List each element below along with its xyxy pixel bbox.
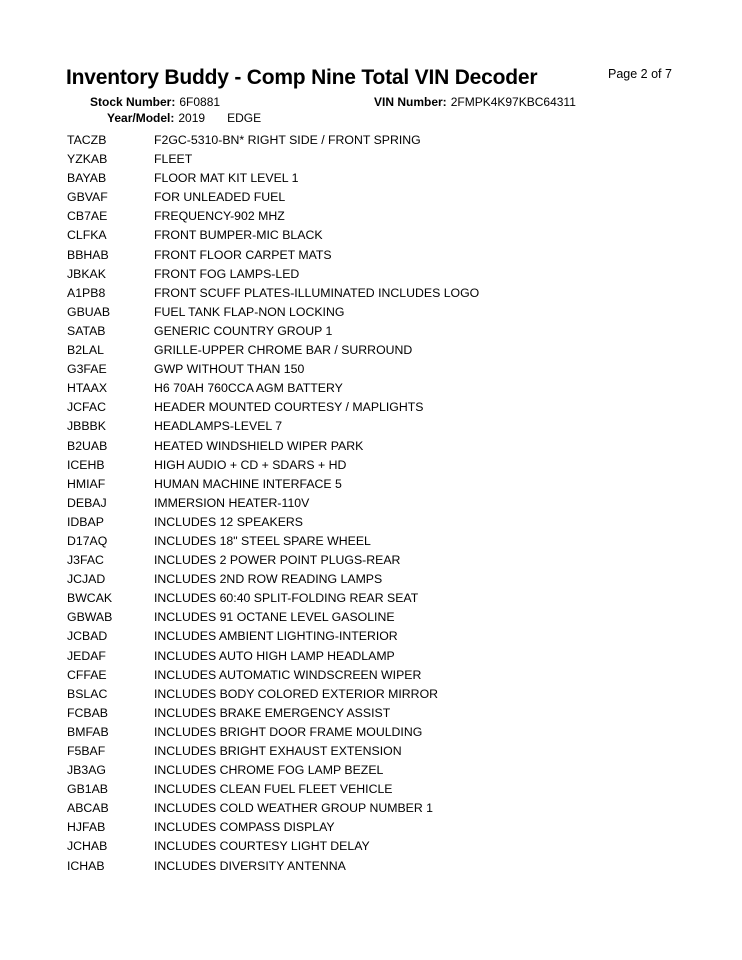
year-model <box>107 111 261 125</box>
option-code: JBKAK <box>67 266 106 281</box>
list-item <box>67 799 707 818</box>
option-code: GBWAB <box>67 610 113 625</box>
option-code: BAYAB <box>67 171 107 186</box>
list-item <box>67 647 707 666</box>
option-code: DEBAJ <box>67 495 107 510</box>
option-code: B2LAL <box>67 343 104 358</box>
option-description: INCLUDES 12 SPEAKERS <box>154 514 303 529</box>
list-item <box>67 627 707 646</box>
option-description: INCLUDES 91 OCTANE LEVEL GASOLINE <box>154 610 395 625</box>
option-description: INCLUDES AUTOMATIC WINDSCREEN WIPER <box>154 667 422 682</box>
page-title: Inventory Buddy - Comp Nine Total VIN Decoder <box>66 66 538 89</box>
option-description: FRONT BUMPER-MIC BLACK <box>154 228 323 243</box>
option-description: INCLUDES COMPASS DISPLAY <box>154 820 335 835</box>
option-description: FLEET <box>154 152 193 167</box>
option-description: INCLUDES BODY COLORED EXTERIOR MIRROR <box>154 686 439 701</box>
option-code: CB7AE <box>67 209 108 224</box>
list-item <box>67 723 707 742</box>
option-description: GWP WITHOUT THAN 150 <box>154 362 305 377</box>
option-description: GRILLE-UPPER CHROME BAR / SURROUND <box>154 343 413 358</box>
stock-number-value: 6F0881 <box>179 95 221 109</box>
model-value: EDGE <box>227 111 262 125</box>
page-number: Page 2 of 7 <box>608 67 672 81</box>
option-description: HIGH AUDIO + CD + SDARS + HD <box>154 457 347 472</box>
option-code: BMFAB <box>67 724 109 739</box>
option-code: SATAB <box>67 323 106 338</box>
list-item <box>67 589 707 608</box>
year-model-label: Year/Model: <box>107 111 175 125</box>
list-item <box>67 265 707 284</box>
option-description: IMMERSION HEATER-110V <box>154 495 310 510</box>
option-code: JEDAF <box>67 648 106 663</box>
option-description: FREQUENCY-902 MHZ <box>154 209 285 224</box>
option-code: BSLAC <box>67 686 108 701</box>
option-code: JB3AG <box>67 763 106 778</box>
option-description: INCLUDES CLEAN FUEL FLEET VEHICLE <box>154 782 393 797</box>
option-code: HMIAF <box>67 476 106 491</box>
list-item <box>67 742 707 761</box>
option-description: HEATED WINDSHIELD WIPER PARK <box>154 438 364 453</box>
option-code: BBHAB <box>67 247 109 262</box>
option-description: GENERIC COUNTRY GROUP 1 <box>154 323 333 338</box>
option-description: FRONT FOG LAMPS-LED <box>154 266 300 281</box>
list-item <box>67 780 707 799</box>
option-code: IDBAP <box>67 514 104 529</box>
list-item <box>67 322 707 341</box>
list-item <box>67 857 707 876</box>
option-code: CFFAE <box>67 667 107 682</box>
list-item <box>67 188 707 207</box>
option-code: JCFAC <box>67 400 106 415</box>
list-item <box>67 360 707 379</box>
list-item <box>67 341 707 360</box>
list-item <box>67 169 707 188</box>
list-item <box>67 475 707 494</box>
list-item <box>67 246 707 265</box>
list-item <box>67 494 707 513</box>
option-code: JBBBK <box>67 419 106 434</box>
list-item <box>67 551 707 570</box>
option-code: GB1AB <box>67 782 109 797</box>
option-code: F5BAF <box>67 744 106 758</box>
option-code: BWCAK <box>67 591 113 606</box>
option-description: INCLUDES CHROME FOG LAMP BEZEL <box>154 763 384 778</box>
vin-number-value: 2FMPK4K97KBC64311 <box>450 95 576 109</box>
option-code-list <box>67 131 707 876</box>
stock-number <box>90 95 220 109</box>
list-item <box>67 398 707 417</box>
option-description: INCLUDES 60:40 SPLIT-FOLDING REAR SEAT <box>154 591 419 606</box>
option-description: HUMAN MACHINE INTERFACE 5 <box>154 476 342 491</box>
option-description: H6 70AH 760CCA AGM BATTERY <box>154 381 343 396</box>
list-item <box>67 456 707 475</box>
option-description: HEADER MOUNTED COURTESY / MAPLIGHTS <box>154 400 424 415</box>
list-item <box>67 417 707 436</box>
option-description: INCLUDES 2 POWER POINT PLUGS-REAR <box>154 553 401 568</box>
option-description: INCLUDES 18" STEEL SPARE WHEEL <box>154 533 371 548</box>
option-description: INCLUDES AUTO HIGH LAMP HEADLAMP <box>154 648 395 663</box>
list-item <box>67 608 707 627</box>
option-code: HTAAX <box>67 381 108 396</box>
list-item <box>67 532 707 551</box>
option-code: GBUAB <box>67 304 111 319</box>
option-description: INCLUDES AMBIENT LIGHTING-INTERIOR <box>154 629 398 644</box>
option-description: INCLUDES BRAKE EMERGENCY ASSIST <box>154 705 391 720</box>
option-description: HEADLAMPS-LEVEL 7 <box>154 419 283 434</box>
list-item <box>67 284 707 303</box>
option-description: INCLUDES DIVERSITY ANTENNA <box>154 858 346 873</box>
option-description: F2GC-5310-BN* RIGHT SIDE / FRONT SPRING <box>154 133 421 147</box>
list-item <box>67 685 707 704</box>
option-description: FRONT SCUFF PLATES-ILLUMINATED INCLUDES LOGO <box>154 285 480 300</box>
option-description: INCLUDES COURTESY LIGHT DELAY <box>154 839 370 854</box>
option-code: ABCAB <box>67 801 109 816</box>
year-value: 2019 <box>178 111 206 125</box>
option-code: JCHAB <box>67 839 108 854</box>
list-item <box>67 513 707 532</box>
stock-number-label: Stock Number: <box>90 95 176 109</box>
option-code: J3FAC <box>67 553 104 568</box>
option-code: GBVAF <box>67 190 108 205</box>
list-item <box>67 131 707 150</box>
option-description: INCLUDES COLD WEATHER GROUP NUMBER 1 <box>154 801 433 816</box>
option-description: FRONT FLOOR CARPET MATS <box>154 247 332 262</box>
list-item <box>67 150 707 169</box>
list-item <box>67 704 707 723</box>
option-description: FOR UNLEADED FUEL <box>154 190 286 205</box>
option-code: A1PB8 <box>67 285 106 300</box>
vin-number <box>374 95 576 109</box>
option-code: B2UAB <box>67 438 108 453</box>
option-description: FUEL TANK FLAP-NON LOCKING <box>154 304 345 319</box>
list-item <box>67 379 707 398</box>
option-description: INCLUDES 2ND ROW READING LAMPS <box>154 572 383 587</box>
option-code: JCBAD <box>67 629 108 644</box>
option-code: ICEHB <box>67 457 105 472</box>
option-code: D17AQ <box>67 533 108 548</box>
option-code: YZKAB <box>67 152 108 167</box>
option-code: FCBAB <box>67 705 108 720</box>
list-item <box>67 437 707 456</box>
list-item <box>67 303 707 322</box>
list-item <box>67 666 707 685</box>
option-description: INCLUDES BRIGHT DOOR FRAME MOULDING <box>154 724 423 739</box>
option-code: CLFKA <box>67 228 107 243</box>
list-item <box>67 818 707 837</box>
option-code: JCJAD <box>67 572 106 587</box>
option-code: G3FAE <box>67 362 107 377</box>
list-item <box>67 761 707 780</box>
list-item <box>67 207 707 226</box>
option-code: HJFAB <box>67 820 106 835</box>
list-item <box>67 570 707 589</box>
vin-number-label: VIN Number: <box>374 95 447 109</box>
option-description: FLOOR MAT KIT LEVEL 1 <box>154 171 299 186</box>
list-item <box>67 837 707 856</box>
option-description: INCLUDES BRIGHT EXHAUST EXTENSION <box>154 744 402 758</box>
option-code: TACZB <box>67 133 107 147</box>
list-item <box>67 226 707 245</box>
option-code: ICHAB <box>67 858 105 873</box>
